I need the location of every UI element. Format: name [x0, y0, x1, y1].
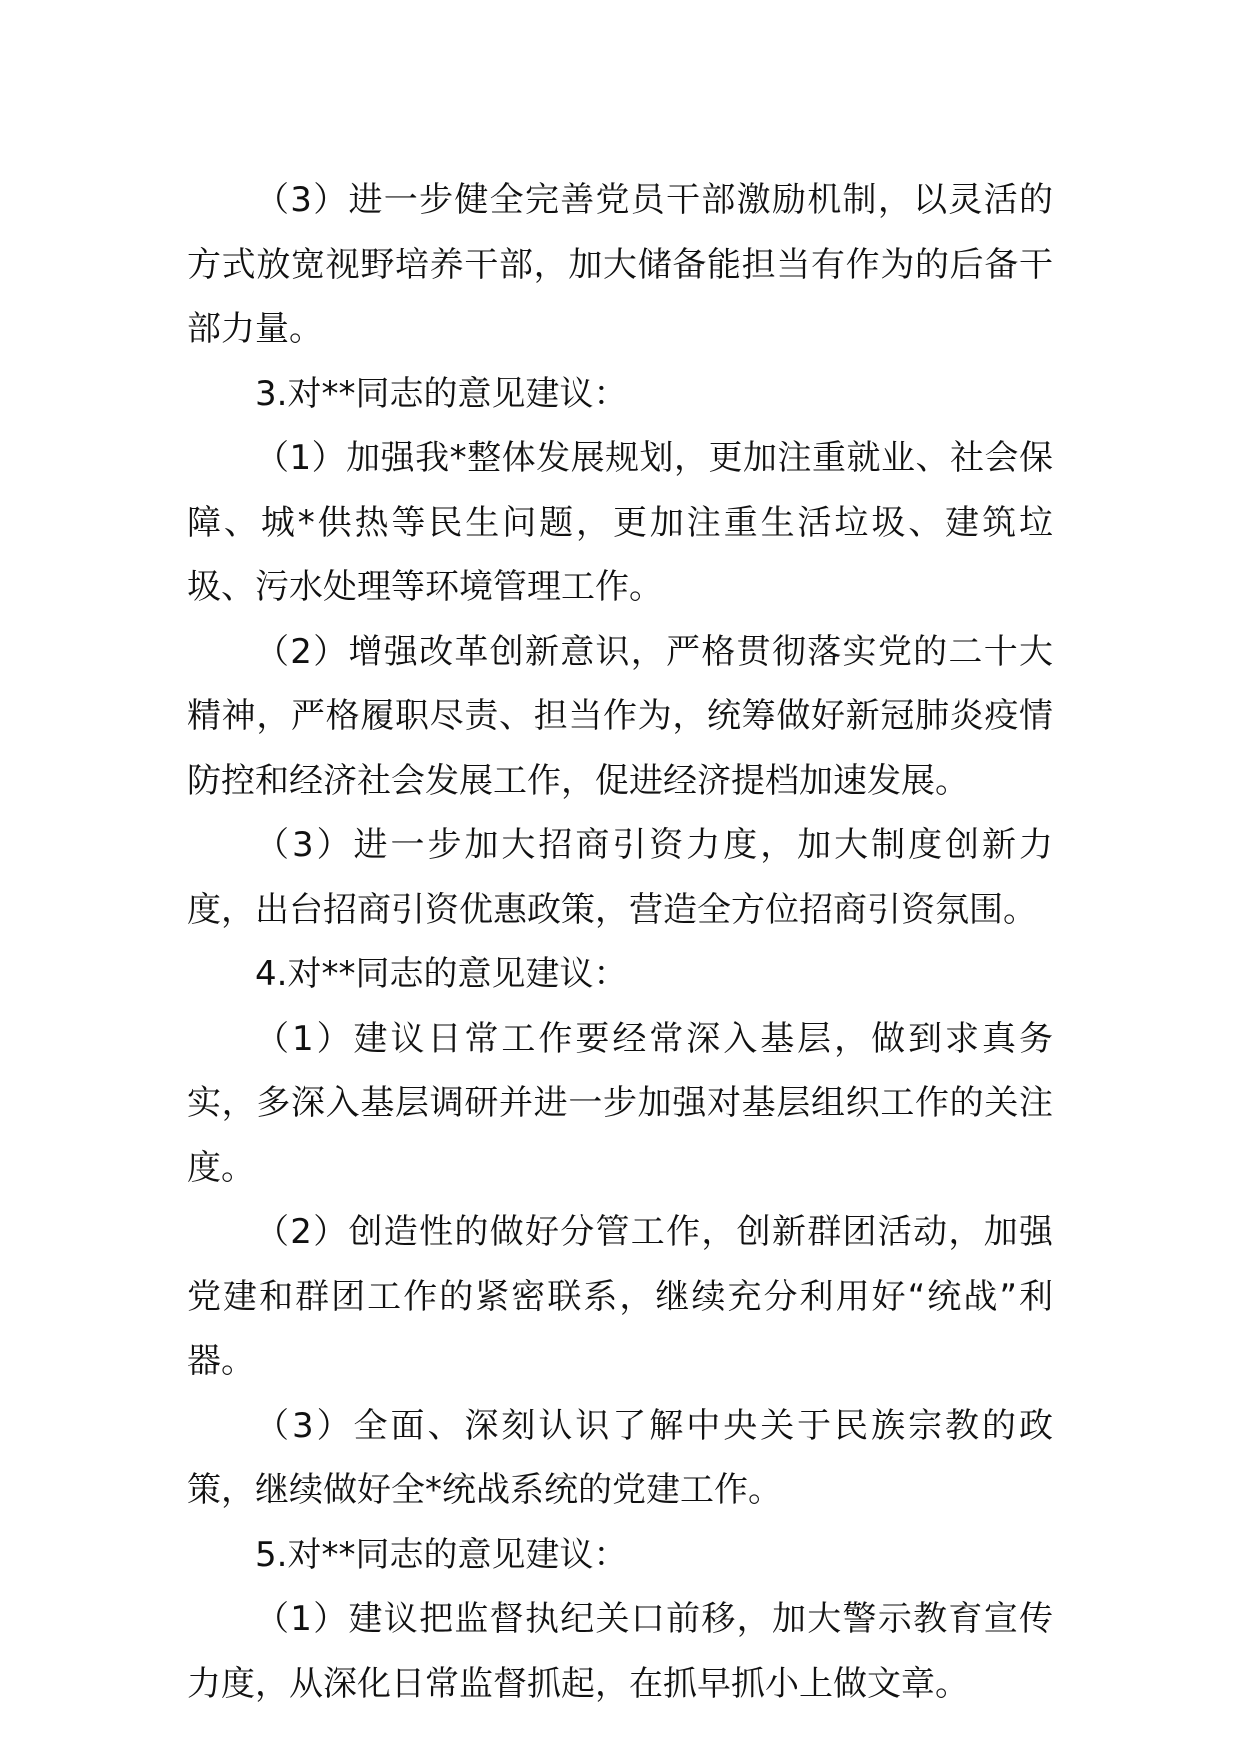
section-heading: 3.对**同志的意见建议： [255, 373, 628, 414]
section-heading: 4.对**同志的意见建议： [255, 954, 628, 994]
paragraph-item: （3）进一步加大招商引资力度，加大制度创新力度，出台招商引资优惠政策，营造全方位招商引资氛围。 [187, 825, 1053, 930]
paragraph-item: （1）加强我*整体发展规划，更加注重就业、社会保障、城*供热等民生问题，更加注重生活垃圾、建筑垃圾、污水处理等环境管理工作。 [187, 438, 1053, 607]
document-body [187, 168, 1053, 1716]
section-heading: 5.对**同志的意见建议： [255, 1534, 628, 1575]
paragraph-item: （1）建议日常工作要经常深入基层，做到求真务实，多深入基层调研并进一步加强对基层组织工作的关注度。 [187, 1018, 1053, 1188]
paragraph-item: （3）进一步健全完善党员干部激励机制，以灵活的方式放宽视野培养干部，加大储备能担当有作为的后备干部力量。 [187, 180, 1053, 349]
paragraph-item: （2）创造性的做好分管工作，创新群团活动，加强党建和群团工作的紧密联系，继续充分利用好“统战”利器。 [187, 1212, 1053, 1381]
paragraph-item: （1）建议把监督执纪关口前移，加大警示教育宣传力度，从深化日常监督抓起，在抓早抓小上做文章。 [187, 1599, 1053, 1704]
paragraph-item: （3）全面、深刻认识了解中央关于民族宗教的政策，继续做好全*统战系统的党建工作。 [187, 1405, 1053, 1510]
paragraph-item: （2）增强改革创新意识，严格贯彻落实党的二十大精神，严格履职尽责、担当作为，统筹做好新冠肺炎疫情防控和经济社会发展工作，促进经济提档加速发展。 [187, 631, 1053, 801]
